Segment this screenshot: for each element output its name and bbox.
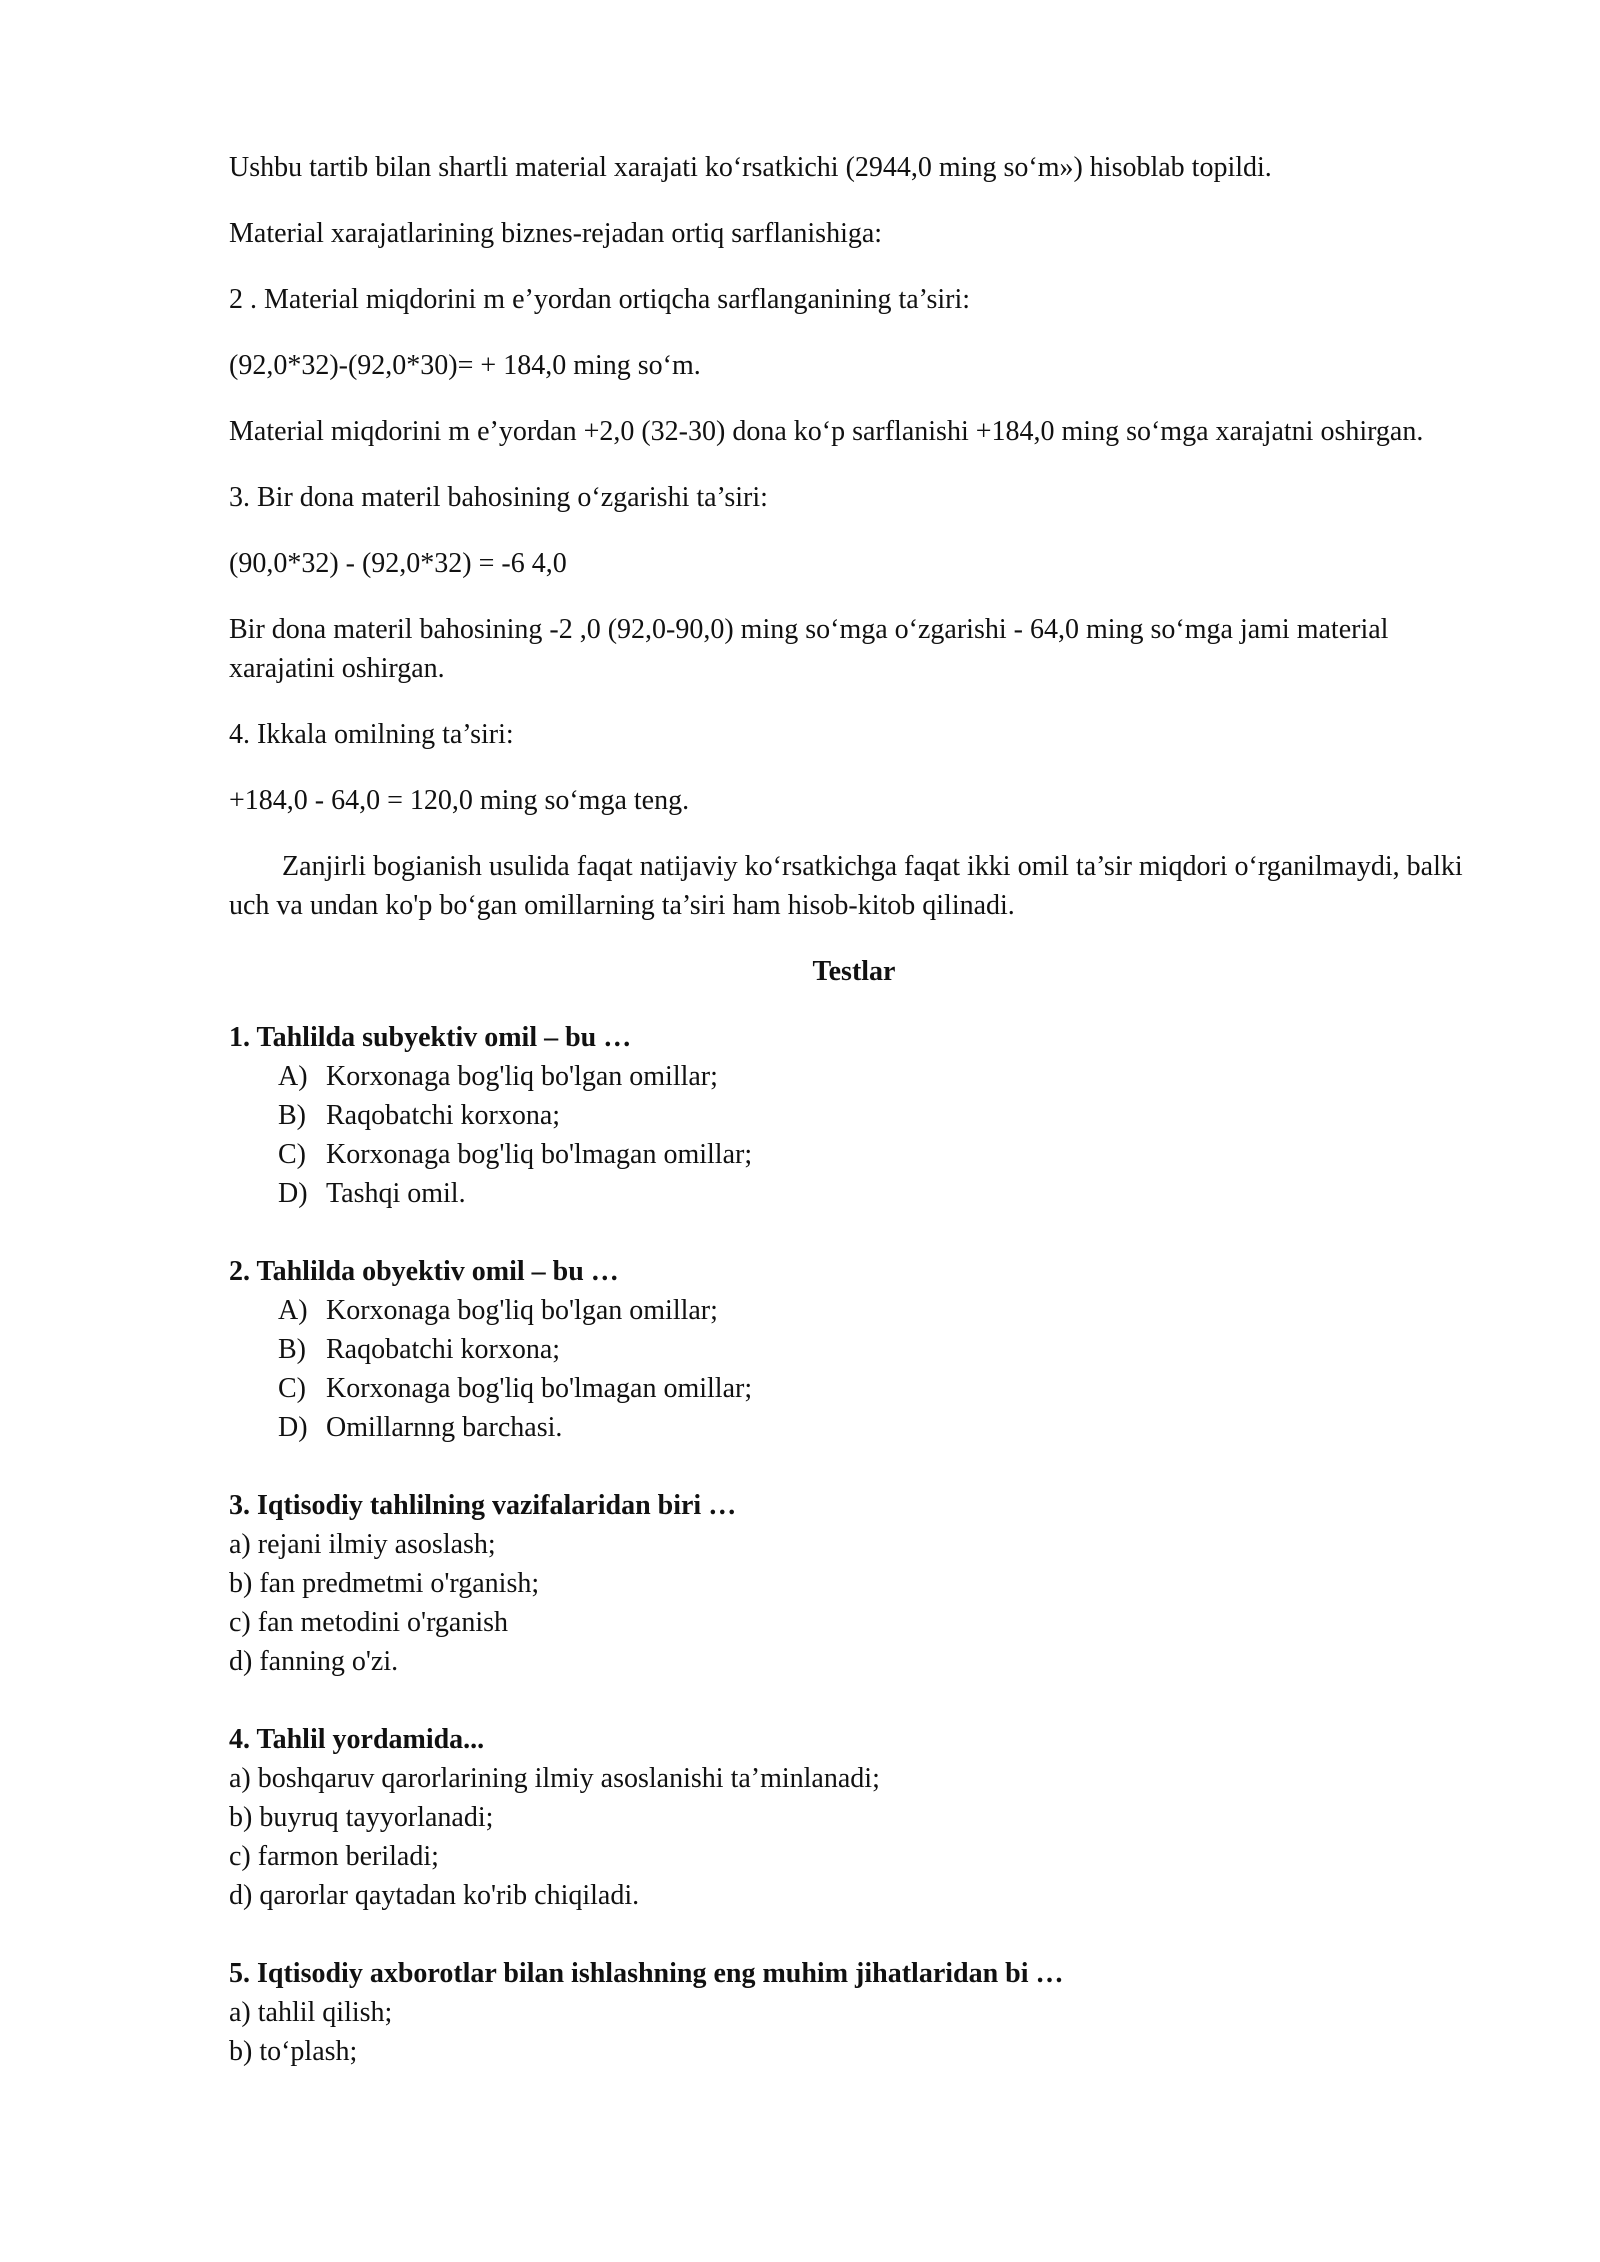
option-text: Raqobatchi korxona; [326,1334,561,1365]
test-question [229,1720,1479,1915]
question-title: 5. Iqtisodiy axborotlar bilan ishlashning eng muhim jihatlaridan bi … [229,1958,1064,1989]
answer-option: c) farmon beriladi; [229,1841,439,1872]
paragraph: 4. Ikkala omilning ta’siri: [229,719,514,750]
option-letter: B) [278,1100,306,1131]
paragraph: +184,0 - 64,0 = 120,0 ming so‘mga teng. [229,785,690,816]
option-letter: C) [278,1373,306,1404]
paragraph: Zanjirli bogianish usulida faqat natijaviy ko‘rsatkichga faqat ikki omil ta’sir miqdori o‘rganilmaydi, balki uch va undan ko'p bo‘gan omillarning ta’siri ham hisob-kitob qilinadi. [229,851,1463,921]
answer-option: a) rejani ilmiy asoslash; [229,1529,496,1560]
answer-option [278,1291,1479,1330]
test-question [229,1486,1479,1681]
answer-options [229,1525,1479,1681]
paragraph: 3. Bir dona materil bahosining o‘zgarishi ta’siri: [229,482,768,513]
document-page [229,148,1479,2110]
answer-option: b) to‘plash; [229,2036,358,2067]
option-text: Raqobatchi korxona; [326,1100,561,1131]
paragraph: (92,0*32)-(92,0*30)= + 184,0 ming so‘m. [229,350,701,381]
answer-option: a) tahlil qilish; [229,1997,393,2028]
answer-option: d) fanning o'zi. [229,1646,399,1677]
answer-option [278,1408,1479,1447]
paragraph: Material miqdorini m e’yordan +2,0 (32-30) dona ko‘p sarflanishi +184,0 ming so‘mga xarajatni oshirgan. [229,416,1424,447]
answer-options [229,1057,1479,1213]
answer-option [278,1369,1479,1408]
paragraph: Material xarajatlarining biznes-rejadan ortiq sarflanishiga: [229,218,883,249]
answer-options [229,1993,1479,2071]
paragraph: (90,0*32) - (92,0*32) = -6 4,0 [229,548,567,579]
test-question [229,1018,1479,1213]
answer-option: c) fan metodini o'rganish [229,1607,509,1638]
answer-option: b) buyruq tayyorlanadi; [229,1802,494,1833]
answer-options [229,1759,1479,1915]
answer-option: b) fan predmetmi o'rganish; [229,1568,540,1599]
question-title: 3. Iqtisodiy tahlilning vazifalaridan biri … [229,1490,737,1521]
paragraph: 2 . Material miqdorini m e’yordan ortiqcha sarflanganining ta’siri: [229,284,971,315]
answer-option [278,1096,1479,1135]
answer-option [278,1330,1479,1369]
question-title: 2. Tahlilda obyektiv omil – bu … [229,1256,619,1287]
test-question [229,1252,1479,1447]
option-text: Korxonaga bog'liq bo'lmagan omillar; [326,1139,753,1170]
option-letter: A) [278,1061,308,1092]
tests-heading: Testlar [812,956,896,987]
answer-option: a) boshqaruv qarorlarining ilmiy asoslanishi ta’minlanadi; [229,1763,880,1794]
option-letter: B) [278,1334,306,1365]
option-letter: D) [278,1178,308,1209]
answer-option [278,1135,1479,1174]
question-title: 1. Tahlilda subyektiv omil – bu … [229,1022,632,1053]
question-title: 4. Tahlil yordamida... [229,1724,485,1755]
option-letter: C) [278,1139,306,1170]
paragraph: Ushbu tartib bilan shartli material xarajati ko‘rsatkichi (2944,0 ming so‘m») hisoblab topildi. [229,152,1272,183]
option-letter: D) [278,1412,308,1443]
answer-option: d) qarorlar qaytadan ko'rib chiqiladi. [229,1880,640,1911]
option-letter: A) [278,1295,308,1326]
answer-options [229,1291,1479,1447]
paragraph: Bir dona materil bahosining -2 ,0 (92,0-90,0) ming so‘mga o‘zgarishi - 64,0 ming so‘mga jami material xarajatini oshirgan. [229,614,1389,684]
option-text: Korxonaga bog'liq bo'lgan omillar; [326,1295,718,1326]
test-question [229,1954,1479,2071]
answer-option [278,1174,1479,1213]
option-text: Korxonaga bog'liq bo'lmagan omillar; [326,1373,753,1404]
option-text: Tashqi omil. [326,1178,466,1209]
answer-option [278,1057,1479,1096]
option-text: Omillarnng barchasi. [326,1412,563,1443]
option-text: Korxonaga bog'liq bo'lgan omillar; [326,1061,718,1092]
